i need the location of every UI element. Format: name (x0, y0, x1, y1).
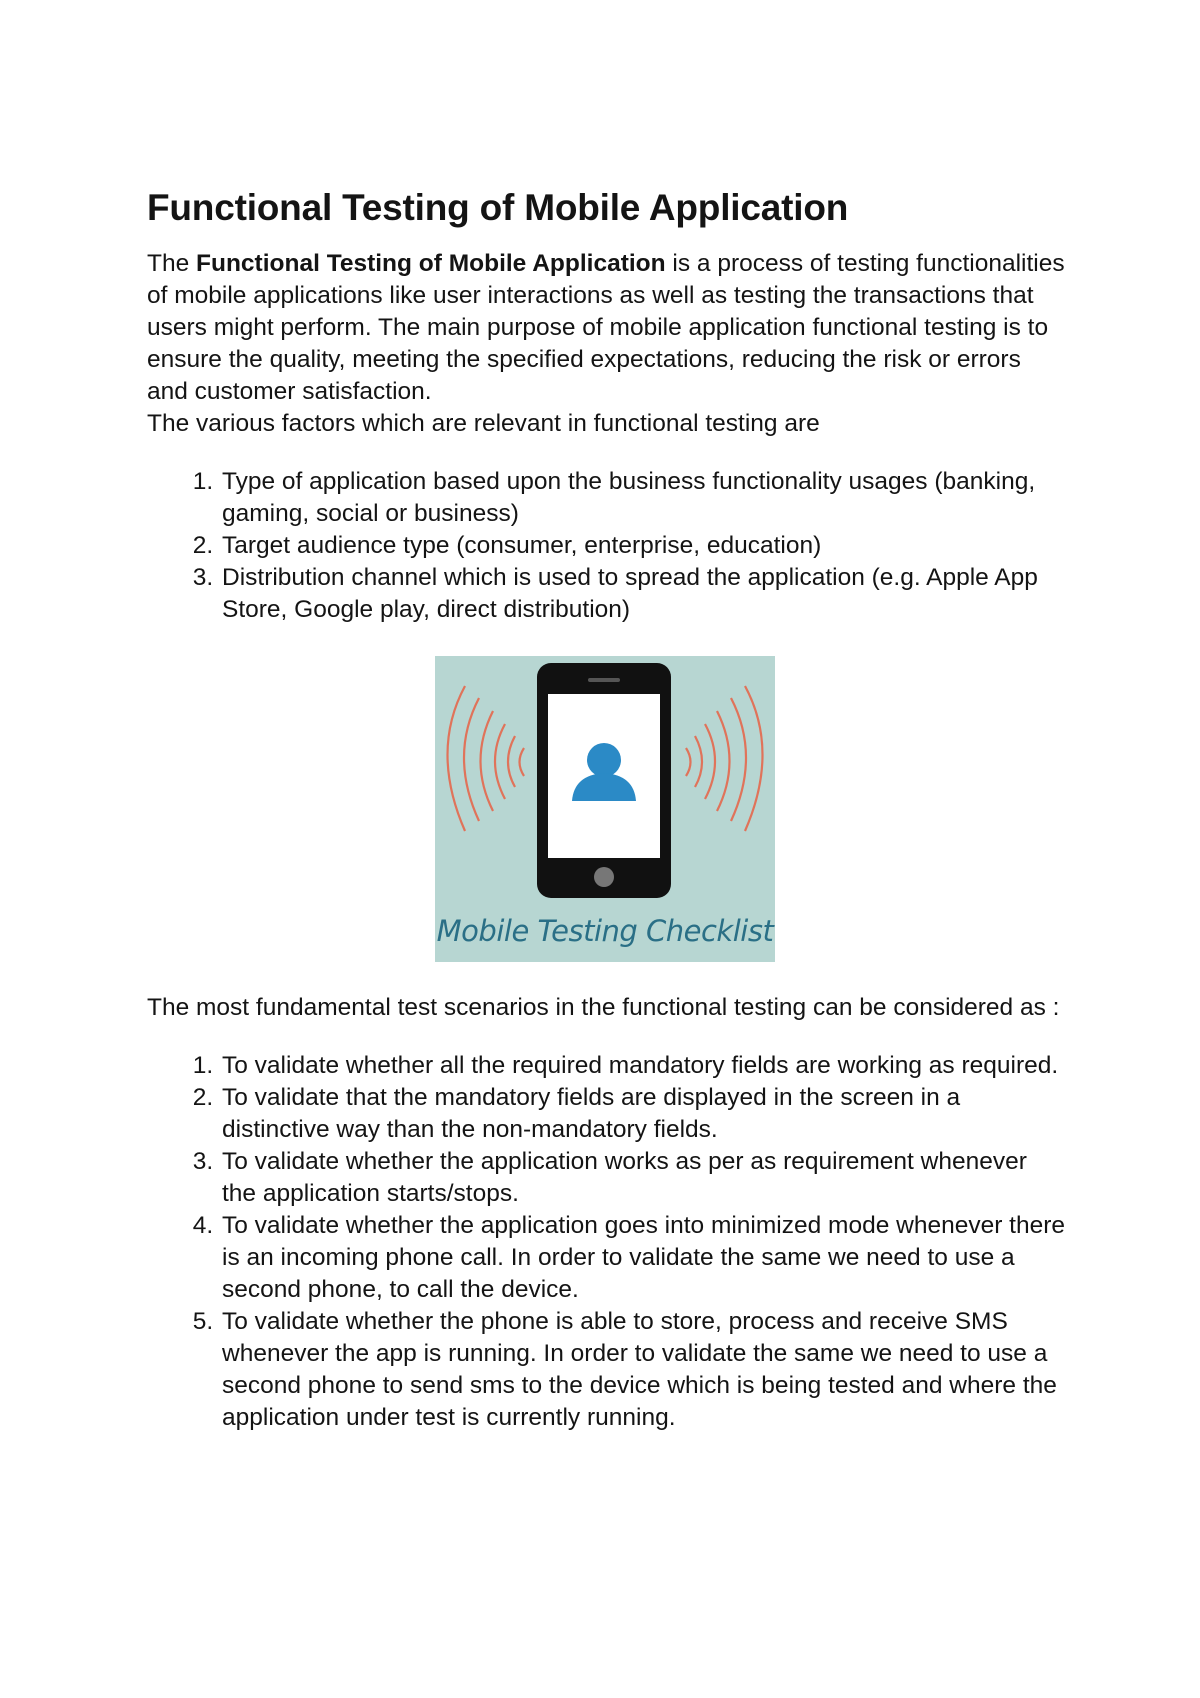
mobile-testing-checklist-image (435, 656, 775, 962)
signal-waves-right-icon (686, 686, 763, 831)
factors-list (147, 466, 1067, 626)
document-page (147, 186, 1067, 1434)
intro-prefix: The (147, 250, 197, 277)
scenarios-lead: The most fundamental test scenarios in the functional testing can be considered as : (147, 994, 1060, 1021)
intro-paragraph (147, 248, 1067, 440)
page-title: Functional Testing of Mobile Application (147, 187, 849, 228)
list-item: 2. Target audience type (consumer, enterprise, education) (220, 530, 1067, 562)
signal-waves-left-icon (448, 686, 525, 831)
list-item: 1. To validate whether all the required mandatory fields are working as required. (220, 1050, 1067, 1082)
intro-body: is a process of testing functionalities of mobile applications like user interactions as well as testing the transactions that users might perform. The main purpose of mobile application functional testing is to ensure the quality, meeting the specified expectations, reducing the risk or errors and customer satisfaction. (147, 250, 1065, 405)
list-item: 1. Type of application based upon the business functionality usages (banking, gaming, social or business) (220, 466, 1067, 530)
list-item: 2. To validate that the mandatory fields are displayed in the screen in a distinctive way than the non-mandatory fields. (220, 1082, 1067, 1146)
intro-bold-term: Functional Testing of Mobile Application (196, 250, 666, 277)
list-item: 3. To validate whether the application works as per as requirement whenever the application starts/stops. (220, 1146, 1067, 1210)
phone-home-button-icon (594, 867, 614, 887)
user-head-icon (587, 743, 621, 777)
factors-lead: The various factors which are relevant in functional testing are (147, 410, 820, 437)
list-item: 5. To validate whether the phone is able to store, process and receive SMS whenever the app is running. In order to validate the same we need to use a second phone to send sms to the device which is being tested and where the application under test is currently running. (220, 1306, 1067, 1434)
scenarios-list (147, 1050, 1067, 1434)
figure-caption: Mobile Testing Checklist (436, 914, 774, 948)
list-item: 4. To validate whether the application goes into minimized mode whenever there is an incoming phone call. In order to validate the same we need to use a second phone, to call the device. (220, 1210, 1067, 1306)
list-item: 3. Distribution channel which is used to spread the application (e.g. Apple App Store, Google play, direct distribution) (220, 562, 1067, 626)
phone-speaker-icon (588, 678, 620, 682)
